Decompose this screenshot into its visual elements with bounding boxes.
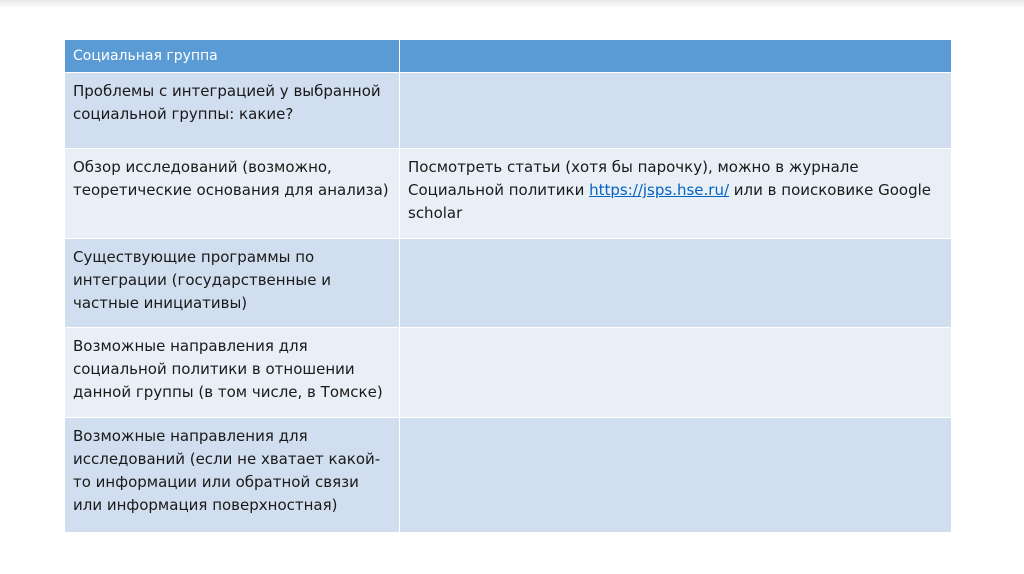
table-row bbox=[65, 418, 952, 533]
row-value-existing-programs bbox=[400, 239, 952, 328]
row-label-existing-programs: Существующие программы по интеграции (государственные и частные инициативы) bbox=[65, 239, 400, 328]
table-row bbox=[65, 149, 952, 239]
row-value-research-directions bbox=[400, 418, 952, 533]
row-label-policy-directions: Возможные направления для социальной политики в отношении данной группы (в том числе, в Томске) bbox=[65, 328, 400, 418]
table-row bbox=[65, 239, 952, 328]
social-group-table bbox=[64, 39, 952, 533]
table-header-row bbox=[65, 40, 952, 73]
header-cell-social-group: Социальная группа bbox=[65, 40, 400, 73]
table-row bbox=[65, 73, 952, 149]
research-hint-text: Посмотреть статьи (хотя бы парочку), можно в журнале Социальной политики bbox=[408, 158, 859, 199]
row-label-research-directions: Возможные направления для исследований (если не хватает какой-то информации или обратной связи или информация поверхностная) bbox=[65, 418, 400, 533]
row-value-integration-problems bbox=[400, 73, 952, 149]
jsps-journal-link[interactable]: https://jsps.hse.ru/ bbox=[589, 181, 730, 199]
row-value-research-review bbox=[400, 149, 952, 239]
row-label-research-review: Обзор исследований (возможно, теоретические основания для анализа) bbox=[65, 149, 400, 239]
table-row bbox=[65, 328, 952, 418]
research-hint-text-tail: или в поисковике Google scholar bbox=[408, 181, 932, 222]
top-divider bbox=[0, 0, 1024, 8]
row-label-integration-problems: Проблемы с интеграцией у выбранной социальной группы: какие? bbox=[65, 73, 400, 149]
header-cell-empty bbox=[400, 40, 952, 73]
row-value-policy-directions bbox=[400, 328, 952, 418]
